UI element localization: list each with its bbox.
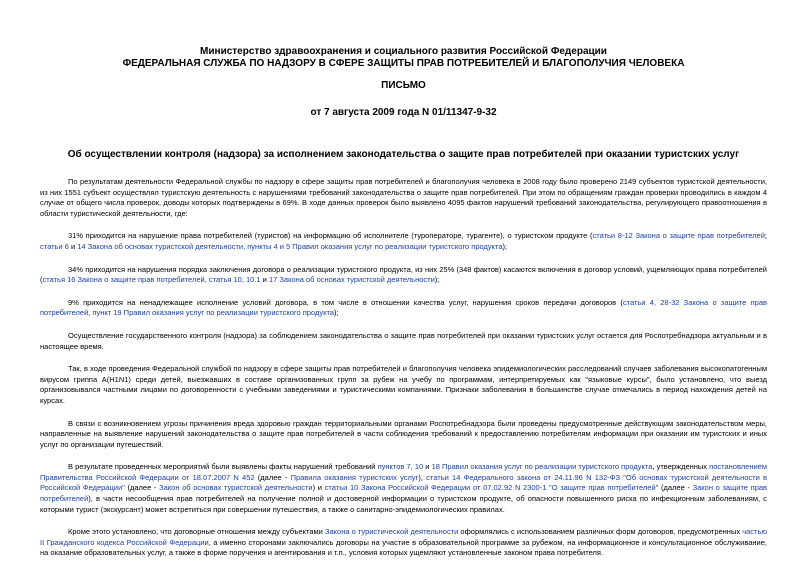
paragraph-8	[40, 462, 767, 515]
text-span: ), в части несообщения прав потребителей на получение полной и достоверной информации о туристском продукте, об опасности повышенного риска по инфекционным заболеваниям, с которыми турист (экскурсант) может встретиться при совершении путешествия, а также о санитарно-эпидемиологических правилах.	[40, 494, 767, 514]
ministry-title: Министерство здравоохранения и социального развития Российской Федерации	[200, 46, 607, 57]
text-span: );	[502, 241, 508, 251]
text-span: ;	[764, 231, 768, 241]
text-span: );	[434, 275, 440, 285]
text-span: (далее -	[658, 483, 693, 493]
link-rules-item-18[interactable]: 18 Правил оказания услуг по реализации туристского продукта	[431, 462, 653, 472]
paragraph-6: Так, в ходе проведения Федеральной службой по надзору в сфере защиты прав потребителей и благополучия человека эпидемиологических расследований случаев заболевания высокопатогенным вирусом гриппа А(H1N1) среди детей, выезжавших в составе организованных групп за рубеж на учебу по программам, интерпретируемых как "языковые курсы", было установлено, что выезд организовывался частными лицами по договоренности с учебными заведениями и туристическими компаниями. Признаки заболевания в большинстве случае отмечались в период нахождения детей на курсах.	[40, 364, 767, 405]
link-consumer-law-art-4-28-32[interactable]: статьи 4, 28-32 Закона о защите прав потребителей, пункт 19 Правил оказания услуг по реализации туристского продукта	[40, 297, 767, 318]
text-span: В результате проведенных мероприятий были выявлены факты нарушений требований	[68, 462, 378, 472]
link-tourism-activity-law[interactable]: Закона о туристической деятельности	[324, 527, 459, 537]
link-rules-items-7-10[interactable]: пунктов 7, 10	[377, 462, 424, 472]
text-span: оформлялись с использованием различных форм договоров, предусмотренных	[458, 527, 743, 537]
link-tourism-law[interactable]: Закон об основах туристской деятельности	[159, 483, 313, 493]
paragraph-3	[40, 265, 767, 286]
link-civil-code-part-2[interactable]: частью II Гражданского кодекса Российской Федерации	[40, 527, 767, 547]
paragraph-1: По результатам деятельности Федеральной службы по надзору в сфере защиты прав потребителей и благополучия человека в 2008 году было проверено 2149 субъектов туристской деятельности, из них 1551 субъект осуществлял туристскую деятельность с нарушениями требований законодательства о защите прав потребителей. При этом по обращениям граждан проверки проводились в каждом 4 случае от общего числа проверок, доводы которых подтверждены в 69%. В ходе данных проверок было выявлено 4095 фактов нарушений требований законодательства, регулирующего правоотношения в области туристической деятельности, где:	[40, 177, 767, 218]
text-span: 9% приходится на ненадлежащее исполнение условий договора, в том числе в отношении качества услуг, нарушения сроков передачи договоров (	[68, 297, 623, 307]
link-consumer-law-art-8-12[interactable]: статьи 8-12 Закона о защите прав потребителей	[592, 231, 765, 241]
link-federal-law-132-fz-art-14[interactable]: статьи 14 Федерального закона от 24.11.96 N 132-ФЗ "Об основах туристской деятельности в Российской Федерации"	[40, 472, 767, 493]
link-law-2300-1-art-10[interactable]: статьи 10 Закона Российской Федерации от 07.02.92 N 2300-1 "О защите прав потребителей"	[324, 483, 659, 493]
link-consumer-law-art-16[interactable]: статья 16 Закона о защите прав потребителей, статья 10, 10.1	[42, 275, 261, 285]
paragraph-4	[40, 298, 767, 319]
text-span: 34% приходится на нарушения порядка заключения договора о реализации туристского продукта, из них 25% (348 фактов) касаются включения в договор условий, ущемляющих права потребителей (	[40, 264, 767, 285]
paragraph-2	[40, 231, 767, 252]
text-span: Кроме этого установлено, что договорные отношения между субъектами	[68, 527, 325, 537]
document-body	[40, 177, 767, 571]
text-span: 31% приходится на нарушение права потребителей (туристов) на информацию об исполнителе (туроператоре, турагенте), о туристском продукте (	[68, 231, 593, 241]
text-span: и	[260, 275, 269, 285]
paragraph-7: В связи с возникновением угрозы причинения вреда здоровью граждан территориальными органами Роспотребнадзора были проведены предусмотренные действующим законодательством меры, направленные на выявление нарушений законодательства о защите прав потребителей в части соблюдения требований к предоставлению потребителям информации при оказании им туристских и иных услуг по организации путешествий.	[40, 418, 767, 449]
text-span: и	[423, 462, 432, 472]
text-span: и	[68, 241, 78, 251]
link-tourism-law-art-6[interactable]: статьи 6	[40, 241, 69, 251]
link-tourism-law-art-17[interactable]: 17 Закона об основах туристской деятельности	[268, 275, 435, 285]
text-span: , утвержденных	[652, 462, 710, 472]
text-span: , а именно сторонами заключались договоры на участие в образовательной программе за рубежом, на информационное и консультационное обслуживание, на оказание образовательных услуг, а также в форме поручения и агентирования и т.п., условия которых ущемляют установленные законом права потребителя.	[40, 537, 767, 558]
document-date-number: от 7 августа 2009 года N 01/11347-9-32	[310, 107, 497, 118]
document-subject: Об осуществлении контроля (надзора) за исполнением законодательства о защите прав потребителей при оказании туристских услуг	[67, 149, 740, 160]
text-span: (далее -	[254, 472, 291, 482]
link-tourist-services-rules[interactable]: Правила оказания туристских услуг	[290, 472, 419, 482]
paragraph-9	[40, 527, 767, 559]
link-tourism-law-art-14-rules[interactable]: 14 Закона об основах туристской деятельности, пункты 4 и 5 Правил оказания услуг по реализации туристского продукта	[77, 241, 503, 251]
text-span: );	[333, 308, 339, 318]
text-span: (далее -	[124, 483, 160, 493]
service-title: ФЕДЕРАЛЬНАЯ СЛУЖБА ПО НАДЗОРУ В СФЕРЕ ЗАЩИТЫ ПРАВ ПОТРЕБИТЕЛЕЙ И БЛАГОПОЛУЧИЯ ЧЕЛОВЕКА	[122, 58, 685, 69]
link-consumer-law[interactable]: Закон о защите прав потребителей	[40, 483, 768, 504]
paragraph-5: Осуществление государственного контроля (надзора) за соблюдением законодательства о защите прав потребителей при оказании туристских услуг остается для Роспотребнадзора актуальным и в настоящее время.	[40, 330, 767, 351]
text-span: ) и	[312, 483, 325, 493]
text-span: ),	[418, 472, 427, 482]
link-government-decree-452[interactable]: постановлением Правительства Российской Федерации от 18.07.2007 N 452	[40, 462, 767, 482]
document-type: ПИСЬМО	[381, 80, 426, 91]
